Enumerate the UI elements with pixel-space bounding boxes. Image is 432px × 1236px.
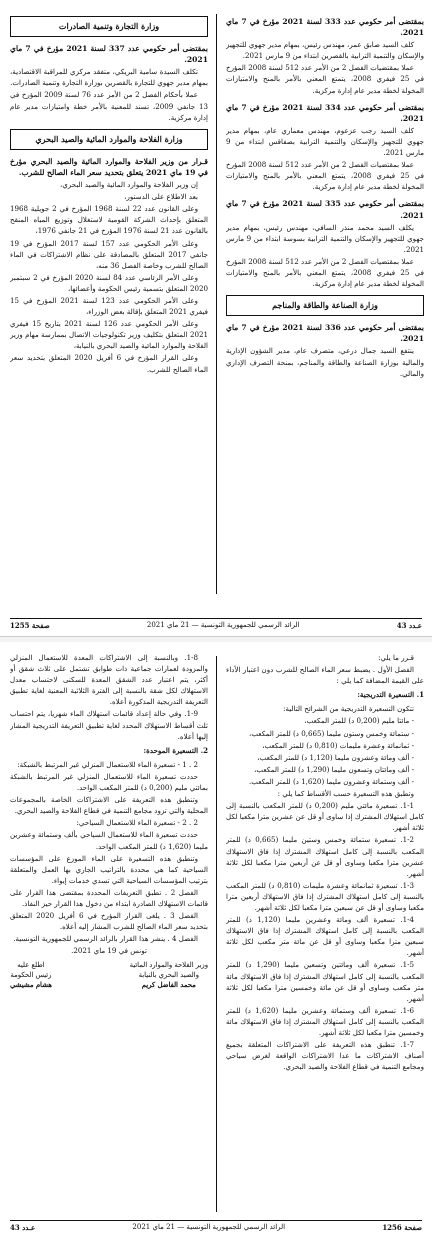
paragraph: وتنطبق هذه التعريفة على الاشتراكات الخاصة بالمجموعات المحلية والتي تزود مجامع التنمية في قطاع الفلاحة والصيد البحري. (10, 795, 208, 816)
paragraph: عملا بمقتضيات الفصل 2 من الأمر عدد 512 لسنة 2008 المؤرخ في 25 فيفري 2008، يتمتع المعني بالأمر بالمنح والامتيازات المخولة لخطة مدير عام إدارة مركزية. (226, 63, 424, 95)
paragraph: 1-8. وبالنسبة إلى الاشتراكات المعدة للاستعمال المنزلي والمزودة لعمارات جماعية ذات طوابق تشتمل على ثلاث شقق أو أكثر، يتم اعتبار عدد الشقق المعدة للسكنى لاحتساب معدل الاستهلاك لكل شقة بالنسبة إلى الفترة الثلاثية المعنية لغاية تطبيق التعريفة التدريجية المذكورة أعلاه. (10, 653, 208, 707)
decree-heading: بمقتضى أمر حكومي عدد 333 لسنة 2021 مؤرخ في 7 ماي 2021. (226, 17, 424, 38)
signer-name: محمد الفاضل كريم (141, 981, 196, 990)
paragraph: كلف السيد رجب عزعوم، مهندس معماري عام، بمهام مدير جهوي للتجهيز والإسكان والتنمية الترابية بصفاقس ابتداء من 9 مارس 2021. (226, 125, 424, 158)
paragraph: - مائتا مليم (0,200 د) للمتر المكعب، (304, 716, 414, 726)
paragraph: ينتفع السيد جمال درعي، متصرف عام، مدير الشؤون الإدارية والمالية بوزارة الصناعة والطاقة والمناجم، بمنحة التصرف الإداري والمالي. (226, 346, 424, 378)
journal-title: الرائد الرسمي للجمهورية التونسية — 21 ماي 2021 (132, 1223, 286, 1231)
ministry-heading: وزارة التجارة وتنمية الصادرات (10, 16, 208, 37)
page2-footer (10, 1220, 422, 1232)
paragraph: 1-2. تسعيرة ستمائة وخمس وستين مليما (0,665 د) للمتر المكعب بالنسبة إلى كامل استهلاك المشترك إذا فاق الاستهلاك عشرين مترا مكعبا وساوى أو قل عن أربعين مترا مكعبا لكل ثلاثة أشهر. (226, 835, 424, 878)
paragraph: - ألف ومائتان وتسعون مليما (1,290 د) للمتر المكعب، (254, 764, 414, 774)
signer-title: وزير الفلاحة والموارد المائية (129, 961, 208, 970)
signer-title: رئيس الحكومة (10, 971, 52, 980)
journal-title: الرائد الرسمي للجمهورية التونسية — 21 ماي 2021 (146, 621, 300, 629)
paragraph: 1-9. وفي حالة إعداد قائمات استهلاك الماء شهريا، يتم احتساب ثلث أقساط الاستهلاك المحدد لغاية تطبيق التعريفة التدريجية المشار إليها أعلاه. (10, 709, 208, 741)
paragraph: حددت تسعيرة الماء للاستعمال السياحي بألف وستمائة وعشرين مليما (1,620 د) للمتر المكعب الواحد. (10, 830, 208, 851)
decree-heading: قـرار من وزير الفلاحة والموارد المائية والصيد البحري مؤرخ في 19 ماي 2021 يتعلق بتحديد سعر الماء الصالح للشرب. (10, 156, 208, 177)
paragraph: 1-4. تسعيرة ألف ومائة وعشرين مليما (1,120 د) للمتر المكعب بالنسبة إلى كامل استهلاك المشترك إذا فاق الاستهلاك سبعين مترا مكعبا وساوى أو قل عن مائة متر مكعب لكل ثلاثة أشهر. (226, 915, 424, 958)
paragraph: الفصل الأول . يضبط سعر الماء الصالح للشرب دون اعتبار الأداء على القيمة المضافة كما يلي : (226, 665, 424, 686)
paragraph: وعلى القانون عدد 22 لسنة 1968 المؤرخ في 2 جويلية 1968 المتعلق بإحداث الشركة القومية لاستغلال وتوزيع المياه المنقح بالقانون عدد 21 لسنة 1976 المؤرخ في 21 جانفي 1976، (10, 204, 208, 236)
decree-heading: بمقتضى أمر حكومي عدد 337 لسنة 2021 مؤرخ في 7 ماي 2021. (10, 44, 208, 65)
paragraph: الفصل 4 . ينشر هذا القرار بالرائد الرسمي للجمهورية التونسية. (13, 934, 198, 944)
signer-name: هشام مشيشي (10, 981, 52, 990)
paragraph: الفصل 3 . يلغى القرار المؤرخ في 6 أفريل 2020 المتعلق بتحديد سعر الماء الصالح للشرب المشار إليه أعلاه. (10, 911, 208, 932)
paragraph: كلف السيد صابق عمر، مهندس رئيس، بمهام مدير جهوي للتجهيز والإسكان والتنمية الترابية بالقصرين ابتداء من 9 مارس 2021. (226, 40, 424, 61)
paragraph: الفصل 2 . تطبق التعريفات المحددة بمقتضى هذا القرار على قائمات الاستهلاك الصادرة ابتداء من دخول هذا القرار حيز النفاذ. (10, 887, 208, 908)
paragraph: 1-6. تسعيرة ألف وستمائة وعشرين مليما (1,620 د) للمتر المكعب بالنسبة إلى كامل استهلاك المشترك إذا فاق الاستهلاك مائة وخمسين مترا مكعبا لكل ثلاثة أشهر. (226, 1005, 424, 1037)
signer-title: والصيد البحري بالنيابة (138, 971, 199, 980)
section-heading: 2. التسعيرة الموحدة: (143, 745, 208, 755)
paragraph: يكلف السيد محمد منذر السافي، مهندس رئيس، بمهام مدير جهوي للتجهيز والإسكان والتنمية الترابية بسوسة ابتداء من 9 مارس 2021. (226, 222, 424, 254)
paragraph: 1-7. تنطبق هذه التعريفة على الاشتراكات المتعلقة بجميع أصناف الاشتراكات ما عدا الاشتراكات الواقعة لغرض سياحي ومجامع التنمية في قطاع الفلاحة والصيد البحري. (226, 1040, 424, 1072)
paragraph: 1-1. تسعيرة مائتي مليم (0,200 د) للمتر المكعب بالنسبة إلى كامل استهلاك المشترك إذا ساوى أو قل عن عشرين مترا مكعبا لكل ثلاثة أشهر. (226, 801, 424, 833)
paragraph: إن وزير الفلاحة والموارد المائية والصيد البحري، (60, 180, 198, 190)
page-number: صفحة 1255 (10, 621, 50, 630)
ministry-heading: وزارة الصناعة والطاقة والمناجم (226, 295, 424, 316)
paragraph: 1-5. تسعيرة ألف ومائتين وتسعين مليما (1,290 د) للمتر المكعب بالنسبة إلى كامل استهلاك المشترك إذا فاق الاستهلاك مائة متر مكعب وساوى أو قل عن مائة وخمسين مترا مكعبا لكل ثلاثة أشهر. (226, 960, 424, 1003)
decree-heading: بمقتضى أمر حكومي عدد 334 لسنة 2021 مؤرخ في 7 ماي 2021. (226, 102, 424, 123)
paragraph: وعلى الأمر الحكومي عدد 126 لسنة 2021 بتاريخ 15 فيفري 2021 المتعلق بتكليف وزير تكنولوجيات الاتصال بممارسة مهام وزير الفلاحة والموارد المائية والصيد البحري بالنيابة، (10, 319, 208, 351)
paragraph: وعلى الأمر الحكومي عدد 157 لسنة 2017 المؤرخ في 19 جانفي 2017 المتعلق بالمصادقة على نظام الاشتراكات في الماء الصالح للشرب وخاصة الفصل 36 منه، (10, 238, 208, 270)
paragraph: وعلى الأمر الرئاسي عدد 84 لسنة 2020 المؤرخ في 2 سبتمبر 2020 المتعلق بتسمية رئيس الحكومة وأعضائها، (10, 272, 208, 293)
page-number: صفحة 1256 (382, 1223, 422, 1232)
ministry-heading: وزارة الفلاحة والموارد المائية والصيد البحري (10, 129, 208, 150)
paragraph: 2 . 2 - تسعيرة الماء للاستعمال السياحي: (76, 818, 198, 828)
paragraph: عملا بمقتضيات الفصل 2 من الأمر عدد 512 لسنة 2008 المؤرخ في 25 فيفري 2008، يتمتع المعني بالأمر بالمنح والامتيازات المخولة لخطة مدير عام إدارة مركزية. (226, 256, 424, 289)
paragraph: وعلى الأمر الحكومي عدد 123 لسنة 2021 المؤرخ في 15 فيفري 2021 المتعلق بإقالة بعض الوزراء، (10, 295, 208, 317)
paragraph: تكلف السيدة سامية البريكي، متفقد مركزي للمراقبة الاقتصادية، بمهام مدير جهوي للتجارة بالقصرين بوزارة التجارة وتنمية الصادرات. (10, 67, 208, 88)
page1-right-column (226, 10, 424, 590)
issue-number: عـدد 43 (396, 621, 422, 630)
paragraph: تتكون التسعيرة التدريجية من الشرائح التالية: (283, 704, 414, 714)
section-heading: 1. التسعيرة التدريجية: (357, 690, 424, 700)
paragraph: وعلى القرار المؤرخ في 6 أفريل 2020 المتعلق بتحديد سعر الماء الصالح للشرب. (10, 353, 208, 374)
paragraph: وتطبق هذه التسعيرة حسب الأقساط كما يلي : (277, 789, 414, 799)
paragraph: 2 . 1 - تسعيرة الماء للاستعمال المنزلي غير المرتبط بالشبكة: (17, 759, 198, 769)
paragraph: عملا بأحكام الفصل 2 من الأمر عدد 76 لسنة 2009 المؤرخ في 13 جانفي 2009، تسند للمعنية بالأمر خطة وامتيازات مدير عام إدارة مركزية. (10, 90, 208, 122)
page2-right-column (226, 652, 424, 1212)
minister-signature (130, 960, 208, 990)
column-divider (216, 656, 217, 1212)
signature-block (10, 960, 208, 990)
page1-left-column (10, 10, 208, 590)
paragraph: قـرر ما يلي: (378, 653, 414, 662)
paragraph: بعد الاطلاع على الدستور، (124, 192, 198, 202)
paragraph: - ألف وستمائة وعشرون مليما (1,620 د) للمتر المكعب. (248, 776, 414, 786)
paragraph: عملا بمقتضيات الفصل 2 من الأمر عدد 512 لسنة 2008 المؤرخ في 25 فيفري 2008، يتمتع المعني بالأمر بالمنح والامتيازات المخولة لخطة مدير عام إدارة مركزية. (226, 160, 424, 192)
date-line: تونس في 19 ماي 2021. (71, 946, 147, 956)
decree-heading: بمقتضى أمر حكومي عدد 336 لسنة 2021 مؤرخ في 7 ماي 2021. (226, 323, 424, 344)
issue-number: عـدد 43 (10, 1223, 36, 1232)
page1-footer (10, 618, 422, 630)
pm-signature (10, 960, 52, 990)
paragraph: - ثمانمائة وعشرة مليمات (0,810 د) للمتر المكعب، (262, 740, 414, 750)
journal-page-1256 (0, 636, 432, 1236)
decree-heading: بمقتضى أمر حكومي عدد 335 لسنة 2021 مؤرخ في 7 ماي 2021. (226, 199, 424, 220)
paragraph: - ستمائة وخمس وستون مليما (0,665 د) للمتر المكعب، (249, 728, 414, 738)
column-divider (216, 14, 217, 594)
paragraph: - ألف ومائة وعشرون مليما (1,120 د) للمتر المكعب، (257, 752, 414, 762)
paragraph: حددت تسعيرة الماء للاستعمال المنزلي غير المرتبط بالشبكة بمائتي مليم (0,200 د) للمتر المكعب الواحد. (10, 771, 208, 793)
paragraph: وتنطبق هذه التسعيرة على الماء الموزع على المؤسسات السياحية كما هي محددة بالتراتيب الجاري بها العمل والمتعلقة بترتيب المؤسسات السياحية التي تسدي خدمات إيواء. (10, 853, 208, 885)
page2-left-column (10, 652, 208, 1212)
signer-title: اطلع عليه (17, 961, 45, 970)
paragraph: 1-3. تسعيرة ثمانمائة وعشرة مليمات (0,810 د) للمتر المكعب بالنسبة إلى كامل استهلاك المشترك إذا فاق الاستهلاك أربعين مترا مكعبا وساوى أو قل عن سبعين مترا مكعبا لكل ثلاثة أشهر. (226, 880, 424, 912)
